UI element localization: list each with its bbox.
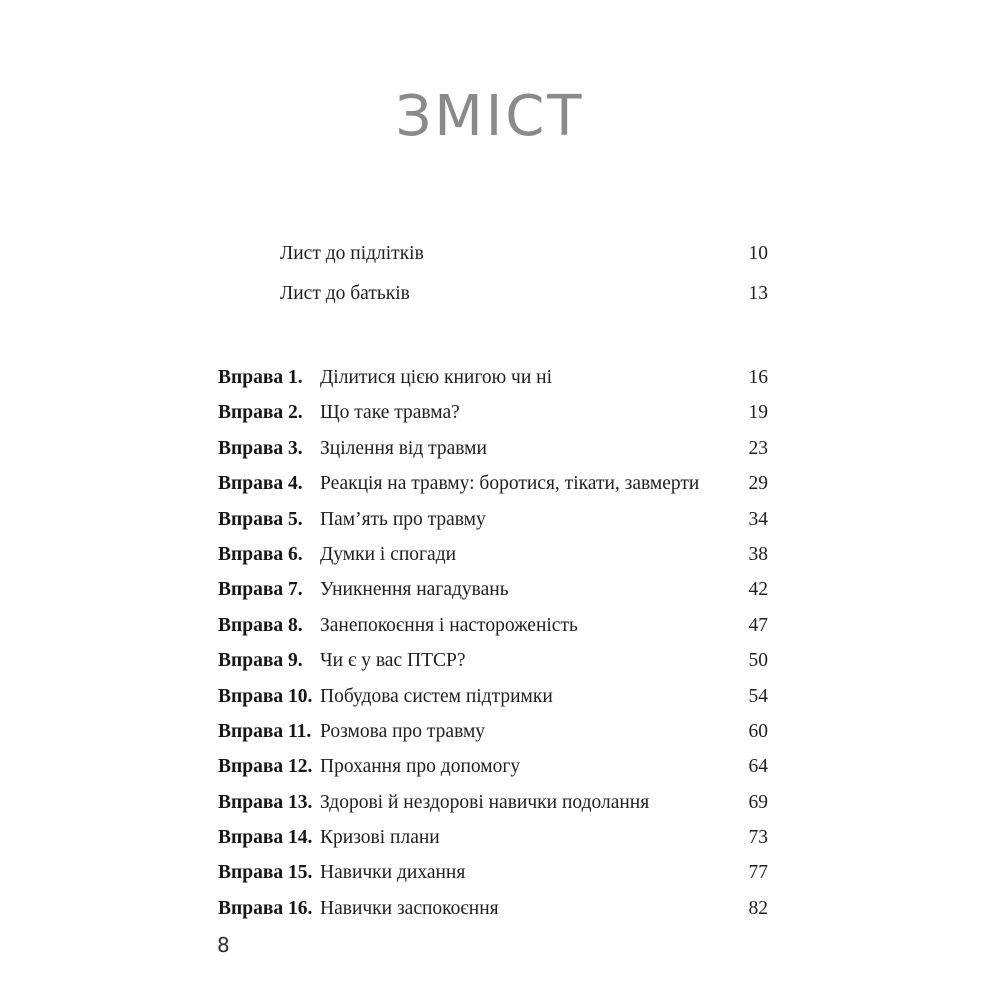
entry-page-number: 73 [748, 827, 768, 849]
entry-title: Уникнення нагадувань [320, 579, 509, 601]
toc-entry [218, 282, 768, 306]
toc-entry [218, 826, 768, 850]
front-matter-list [218, 242, 768, 306]
entry-title: Думки і спогади [320, 543, 457, 565]
entry-label: Вправа 15. [218, 862, 313, 884]
entry-title: Що таке травма? [320, 402, 460, 424]
entry-label: Вправа 4. [218, 473, 303, 495]
toc-entry [218, 578, 768, 602]
entry-title: Прохання про допомогу [320, 756, 521, 778]
toc-entry [218, 472, 768, 496]
entry-title: Ділитися цією книгою чи ні [320, 367, 553, 388]
entry-label: Вправа 3. [218, 437, 303, 459]
toc-entry [218, 755, 768, 779]
toc-entry [218, 401, 768, 425]
section-gap [218, 322, 768, 366]
entry-page-number: 19 [748, 402, 768, 424]
entry-page-number: 23 [748, 437, 768, 459]
page-title: ЗМІСТ [395, 84, 585, 149]
entry-title: Побудова систем підтримки [320, 685, 553, 707]
entry-page-number: 42 [748, 579, 768, 601]
toc-entry [218, 366, 768, 390]
toc-entry [218, 437, 768, 461]
entry-label: Вправа 5. [218, 508, 303, 530]
entry-title: Навички заспокоєння [320, 897, 499, 919]
entry-page-number: 69 [748, 791, 768, 813]
toc-entry [218, 543, 768, 567]
entry-title: Реакція на травму: боротися, тікати, завмерти [320, 473, 700, 495]
entry-page-number: 50 [748, 650, 768, 672]
entry-page-number: 10 [748, 243, 768, 264]
entry-label: Вправа 7. [218, 579, 303, 601]
toc-entry [218, 242, 768, 266]
folio-page-number: 8 [217, 933, 230, 957]
toc-entry [218, 897, 768, 921]
toc-entry [218, 508, 768, 532]
entry-page-number: 38 [748, 543, 768, 565]
entry-page-number: 54 [748, 685, 768, 707]
entry-label: Вправа 6. [218, 543, 303, 565]
entry-title: Розмова про травму [320, 720, 486, 742]
entry-page-number: 60 [748, 720, 768, 742]
entry-title: Занепокоєння і настороженість [320, 614, 578, 636]
entry-title: Лист до підлітків [280, 243, 424, 264]
entry-label: Вправа 16. [218, 897, 313, 919]
entry-page-number: 34 [748, 508, 768, 530]
entry-label: Вправа 9. [218, 650, 303, 672]
toc-entry [218, 861, 768, 885]
entry-page-number: 77 [748, 862, 768, 884]
entry-label: Вправа 8. [218, 614, 303, 636]
toc-entry [218, 720, 768, 744]
entry-label: Вправа 1. [218, 367, 303, 388]
entry-label: Вправа 11. [218, 720, 312, 742]
toc-entry [218, 685, 768, 709]
entry-page-number: 64 [748, 756, 768, 778]
entry-title: Зцілення від травми [320, 437, 487, 459]
entry-title: Лист до батьків [280, 283, 410, 304]
entry-page-number: 47 [748, 614, 768, 636]
entry-title: Здорові й нездорові навички подолання [320, 791, 650, 813]
entry-label: Вправа 13. [218, 791, 313, 813]
entry-page-number: 29 [748, 473, 768, 495]
entry-title: Кризові плани [320, 827, 440, 849]
entry-page-number: 13 [748, 283, 768, 304]
entry-label: Вправа 12. [218, 756, 313, 778]
entry-title: Пам’ять про травму [320, 508, 486, 530]
toc-entry [218, 614, 768, 638]
entry-label: Вправа 14. [218, 827, 313, 849]
entry-page-number: 16 [748, 367, 768, 388]
entry-label: Вправа 10. [218, 685, 313, 707]
entry-title: Чи є у вас ПТСР? [320, 650, 466, 672]
exercise-list [218, 366, 768, 921]
entry-page-number: 82 [748, 897, 768, 919]
toc-entry [218, 791, 768, 815]
table-of-contents [218, 242, 768, 932]
entry-title: Навички дихання [320, 862, 466, 884]
toc-entry [218, 649, 768, 673]
entry-label: Вправа 2. [218, 402, 303, 424]
